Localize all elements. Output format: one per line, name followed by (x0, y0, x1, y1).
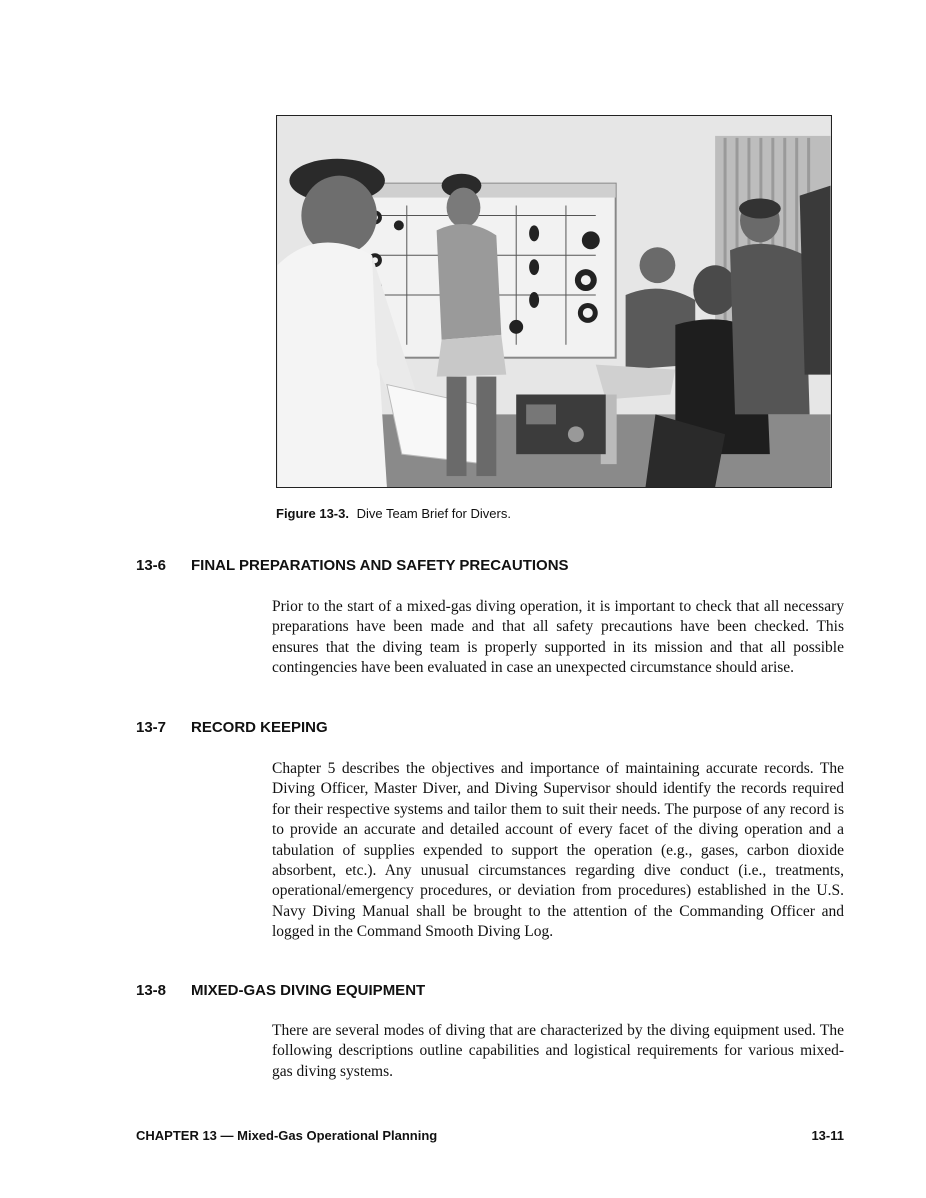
section-number: 13-8 (136, 982, 167, 999)
section-body: Chapter 5 describes the objectives and importance of maintaining accurate records. The Diving Officer, Master Diver, and Diving Supervisor should identify the records required for their respective systems and tailor them to suit their needs. The purpose of any record is to provide an accurate and detailed account of every facet of the diving operation and a tabulation of supplies expended to support the operation (e.g., gases, carbon dioxide absorbent, etc.). Any unusual circumstances regarding dive conduct (i.e., treatments, operational/emergency procedures, or deviation from procedures) established in the U.S. Navy Diving Manual shall be brought to the attention of the Commanding Officer and logged in the Command Smooth Diving Log. (272, 760, 844, 941)
section-title: MIXED-GAS DIVING EQUIPMENT (191, 982, 426, 999)
section-body: There are several modes of diving that are characterized by the diving equipment used. The following descriptions outline capabilities and logistical requirements for various mixed-gas diving systems. (272, 1022, 844, 1080)
figure-number: Figure 13-3. (276, 506, 349, 521)
footer-chapter: CHAPTER 13 — Mixed-Gas Operational Planning (136, 1128, 438, 1143)
section-heading (136, 719, 328, 736)
section-title: FINAL PREPARATIONS AND SAFETY PRECAUTIONS (191, 557, 569, 574)
figure-caption-text: Dive Team Brief for Divers. (356, 506, 511, 521)
figure-caption (276, 506, 511, 521)
page-number: 13-11 (811, 1128, 844, 1143)
section-number: 13-6 (136, 557, 167, 574)
section-heading (136, 557, 569, 574)
section-body: Prior to the start of a mixed-gas diving operation, it is important to check that all necessary preparations have been made and that all safety precautions have been checked. This ensures that the diving team is properly supported in its mission and that all possible contingencies have been evaluated in case an unexpected circumstance should arise. (272, 598, 844, 677)
figure-photo (276, 115, 832, 488)
section-number: 13-7 (136, 719, 167, 736)
section-title: RECORD KEEPING (191, 719, 328, 736)
section-heading (136, 982, 425, 999)
